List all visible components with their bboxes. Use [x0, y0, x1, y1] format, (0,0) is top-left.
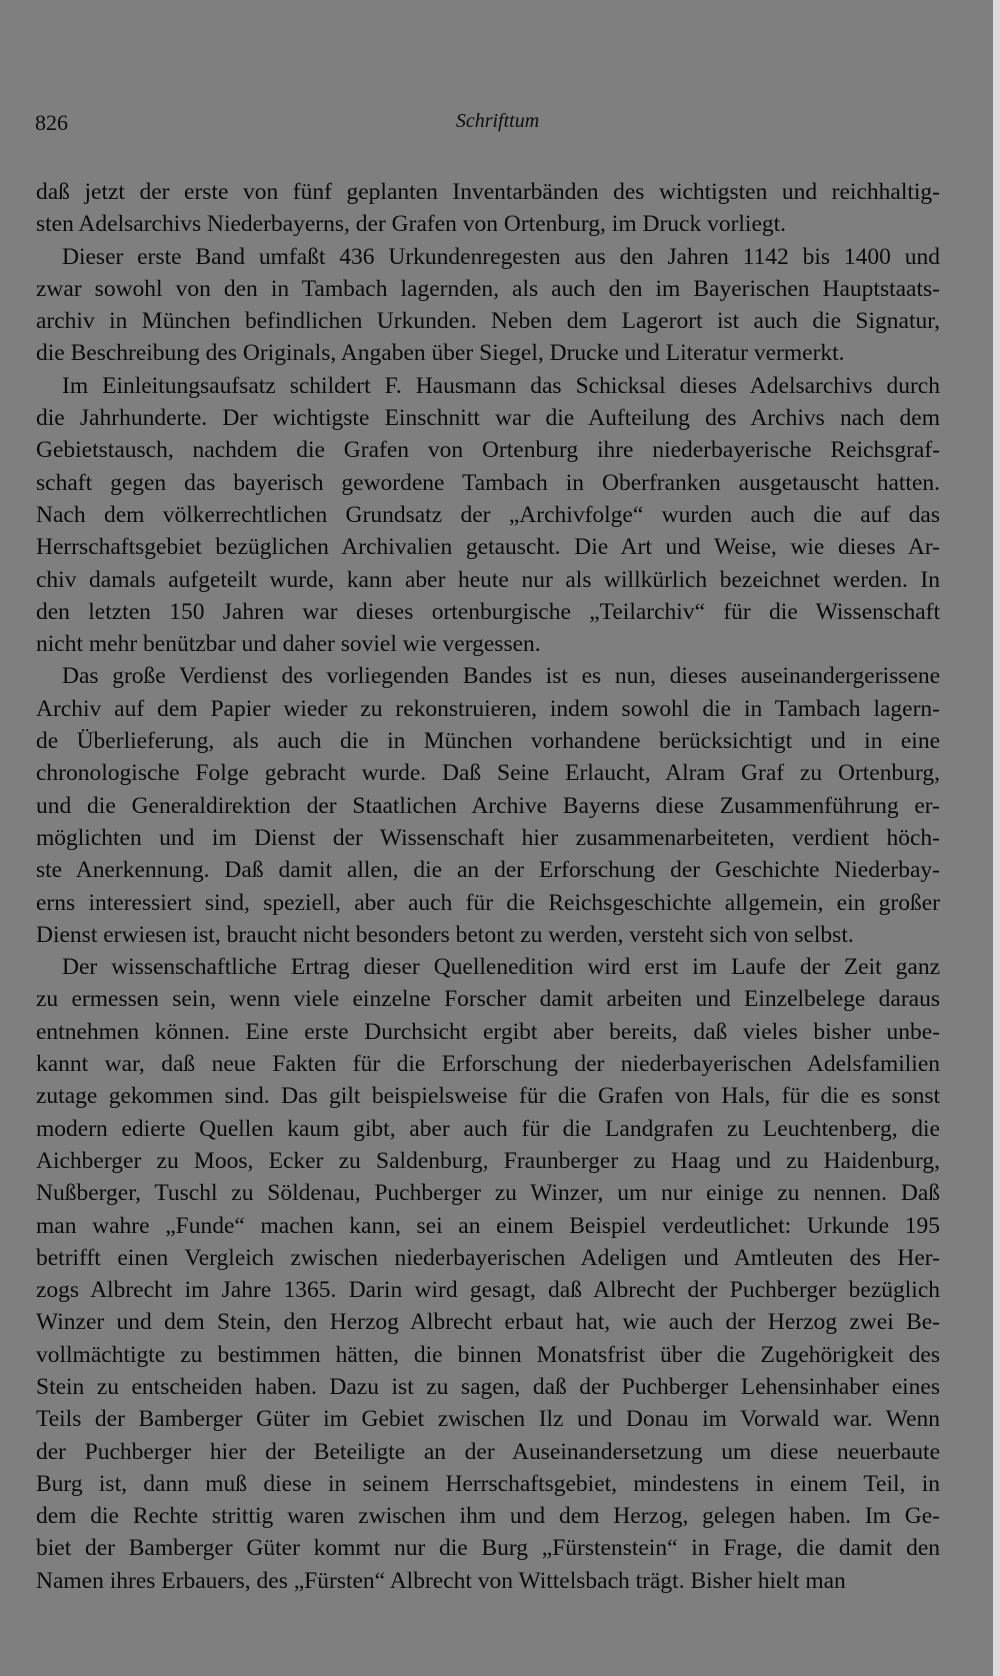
text-line: den letzten 150 Jahren war dieses ortenburgische „Teilarchiv“ für die Wissenschaft [36, 598, 940, 625]
text-line: und die Generaldirektion der Staatlichen Archive Bayerns diese Zusammenführung er- [36, 792, 940, 819]
text-line: zutage gekommen sind. Das gilt beispielsweise für die Grafen von Hals, für die es sonst [36, 1083, 940, 1110]
page-edge [993, 0, 1000, 1676]
text-line: Archiv auf dem Papier wieder zu rekonstruieren, indem sowohl die in Tambach lagern- [36, 695, 940, 722]
text-line: kannt war, daß neue Fakten für die Erforschung der niederbayerischen Adelsfamilien [36, 1051, 940, 1078]
text-line: daß jetzt der erste von fünf geplanten Inventarbänden des wichtigsten und reichhaltig- [36, 179, 940, 205]
text-line: Herrschaftsgebiet bezüglichen Archivalien getauscht. Die Art und Weise, wie dieses Ar- [36, 534, 940, 561]
text-line: Nußberger, Tuschl zu Söldenau, Puchberger zu Winzer, um nur einige zu nennen. Daß [36, 1180, 940, 1207]
text-line: Burg ist, dann muß diese in seinem Herrschaftsgebiet, mindestens in einem Teil, in [36, 1470, 940, 1497]
text-line: dem die Rechte strittig waren zwischen ihm und dem Herzog, gelegen haben. Im Ge- [36, 1503, 940, 1530]
text-line: sten Adelsarchivs Niederbayerns, der Grafen von Ortenburg, im Druck vorliegt. [36, 211, 787, 238]
paragraph [36, 951, 940, 1597]
text-line: Das große Verdienst des vorliegenden Bandes ist es nun, dieses auseinandergerissene [62, 663, 940, 690]
text-line: Stein zu entscheiden haben. Dazu ist zu sagen, daß der Puchberger Lehensinhaber eines [36, 1373, 940, 1400]
paragraph [36, 176, 940, 241]
text-line: der Puchberger hier der Beteiligte an der Auseinandersetzung um diese neuerbaute [36, 1438, 940, 1465]
text-line: die Jahrhunderte. Der wichtigste Einschnitt war die Aufteilung des Archivs nach dem [36, 405, 940, 432]
text-line: Gebietstausch, nachdem die Grafen von Ortenburg ihre niederbayerische Reichsgraf- [36, 437, 940, 464]
text-line: entnehmen können. Eine erste Durchsicht ergibt aber bereits, daß vieles bisher unbe- [36, 1018, 940, 1045]
text-line: möglichten und im Dienst der Wissenschaft hier zusammenarbeiteten, verdient höch- [36, 824, 940, 851]
text-line: Teils der Bamberger Güter im Gebiet zwischen Ilz und Donau im Vorwald war. Wenn [36, 1406, 940, 1433]
text-line: Im Einleitungsaufsatz schildert F. Hausmann das Schicksal dieses Adelsarchivs durch [62, 372, 940, 399]
text-line: schaft gegen das bayerisch gewordene Tambach in Oberfranken ausgetauscht hatten. [36, 469, 940, 496]
text-line: Namen ihres Erbauers, des „Fürsten“ Albrecht von Wittelsbach trägt. Bisher hielt man [36, 1567, 846, 1594]
text-line: Dieser erste Band umfaßt 436 Urkundenregesten aus den Jahren 1142 bis 1400 und [62, 243, 940, 270]
text-line: ste Anerkennung. Daß damit allen, die an der Erforschung der Geschichte Niederbay- [36, 857, 940, 884]
paragraph [36, 660, 940, 951]
text-line: de Überlieferung, als auch die in München vorhandene berücksichtigt und in eine [36, 728, 940, 755]
text-line: Winzer und dem Stein, den Herzog Albrecht erbaut hat, wie auch der Herzog zwei Be- [36, 1309, 940, 1336]
text-line: biet der Bamberger Güter kommt nur die Burg „Fürstenstein“ in Frage, die damit den [36, 1535, 940, 1562]
text-line: archiv in München befindlichen Urkunden. Neben dem Lagerort ist auch die Signatur, [36, 308, 940, 335]
text-line: modern edierte Quellen kaum gibt, aber auch für die Landgrafen zu Leuchtenberg, die [36, 1115, 940, 1142]
text-line: chiv damals aufgeteilt wurde, kann aber heute nur als willkürlich bezeichnet werden. In [36, 566, 940, 593]
paragraph [36, 370, 940, 661]
body-text [36, 176, 940, 1597]
paragraph [36, 241, 940, 370]
text-line: zwar sowohl von den in Tambach lagernden, als auch den im Bayerischen Hauptstaats- [36, 275, 940, 302]
text-line: zu ermessen sein, wenn viele einzelne Forscher damit arbeiten und Einzelbelege daraus [36, 986, 940, 1013]
text-line: zogs Albrecht im Jahre 1365. Darin wird gesagt, daß Albrecht der Puchberger bezüglich [36, 1277, 940, 1304]
page-header [35, 110, 960, 140]
running-head: Schrifttum [455, 110, 540, 132]
text-line: Nach dem völkerrechtlichen Grundsatz der „Archivfolge“ wurden auch die auf das [36, 501, 940, 528]
text-line: Dienst erwiesen ist, braucht nicht besonders betont zu werden, versteht sich von selbst. [36, 921, 854, 948]
text-line: betrifft einen Vergleich zwischen niederbayerischen Adeligen und Amtleuten des Her- [36, 1244, 940, 1271]
page-number: 826 [35, 110, 68, 135]
text-line: man wahre „Funde“ machen kann, sei an einem Beispiel verdeutlichet: Urkunde 195 [36, 1212, 940, 1239]
text-line: vollmächtigte zu bestimmen hätten, die binnen Monatsfrist über die Zugehörigkeit des [36, 1341, 940, 1368]
text-line: erns interessiert sind, speziell, aber auch für die Reichsgeschichte allgemein, ein großer [36, 889, 940, 916]
text-line: chronologische Folge gebracht wurde. Daß Seine Erlaucht, Alram Graf zu Ortenburg, [36, 760, 940, 787]
text-line: die Beschreibung des Originals, Angaben über Siegel, Drucke und Literatur vermerkt. [36, 340, 845, 367]
text-line: nicht mehr benützbar und daher soviel wie vergessen. [36, 631, 541, 658]
text-line: Aichberger zu Moos, Ecker zu Saldenburg, Fraunberger zu Haag und zu Haidenburg, [36, 1147, 940, 1174]
text-line: Der wissenschaftliche Ertrag dieser Quellenedition wird erst im Laufe der Zeit ganz [62, 954, 940, 981]
